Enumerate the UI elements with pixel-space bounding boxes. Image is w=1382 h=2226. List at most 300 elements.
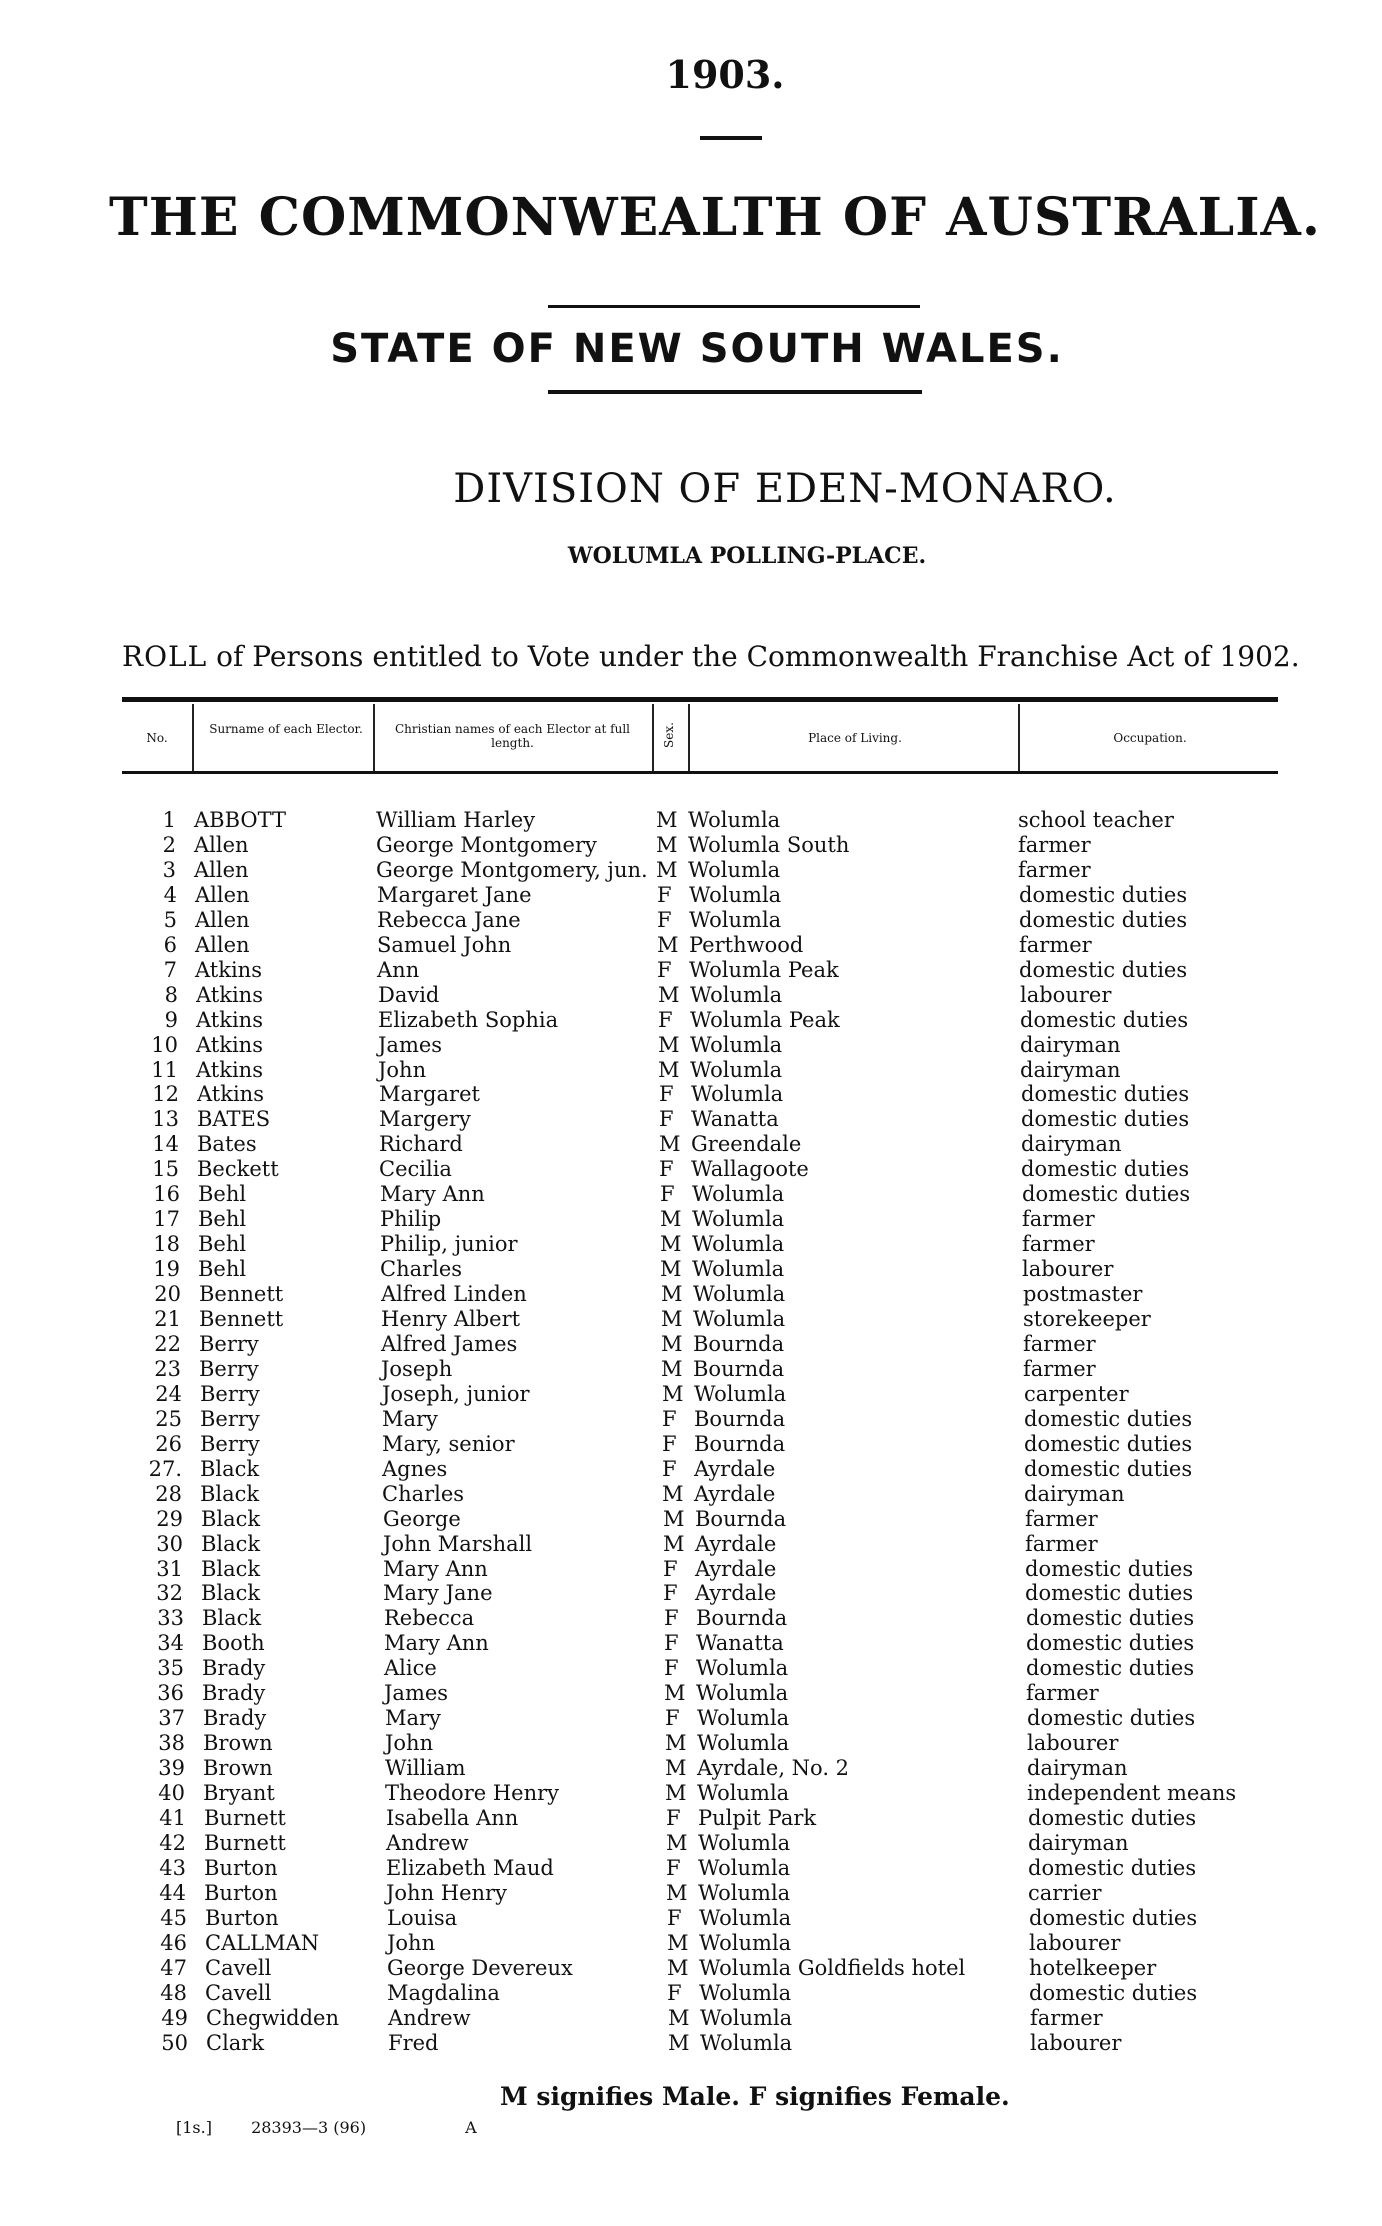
- elector-christian-names: Mary Ann: [380, 1182, 485, 1207]
- elector-number: 21: [154, 1307, 181, 1331]
- column-divider: [1018, 704, 1020, 771]
- elector-occupation: postmaster: [1023, 1282, 1143, 1307]
- elector-sex: F: [667, 1905, 682, 1930]
- table-header-rule: [122, 771, 1278, 774]
- elector-surname: Atkins: [196, 982, 263, 1007]
- elector-occupation: dairyman: [1020, 1057, 1121, 1082]
- elector-surname: Beckett: [197, 1157, 279, 1182]
- header-christian-names: Christian names of each Elector at full length.: [395, 722, 630, 750]
- elector-christian-names: Charles: [382, 1481, 465, 1506]
- elector-christian-names: Mary Ann: [383, 1556, 488, 1581]
- elector-place-of-living: Wolumla: [693, 1282, 786, 1307]
- printer-imprint: [176, 2118, 511, 2137]
- elector-sex: M: [666, 1830, 688, 1855]
- elector-place-of-living: Bournda: [695, 1506, 787, 1531]
- elector-sex: F: [660, 1182, 675, 1207]
- elector-place-of-living: Wolumla: [690, 982, 783, 1007]
- elector-christian-names: Louisa: [387, 1905, 458, 1930]
- elector-place-of-living: Wolumla: [699, 1905, 792, 1930]
- elector-number: 14: [152, 1132, 179, 1157]
- elector-christian-names: Mary: [385, 1706, 441, 1731]
- year-heading: 1903.: [665, 52, 785, 97]
- elector-surname: Allen: [195, 882, 250, 907]
- divider-rule: [700, 136, 762, 140]
- elector-surname: ABBOTT: [194, 808, 287, 832]
- elector-occupation: farmer: [1019, 932, 1092, 957]
- elector-surname: Berry: [200, 1381, 260, 1406]
- elector-christian-names: James: [384, 1681, 449, 1706]
- elector-sex: M: [656, 832, 678, 857]
- elector-occupation: farmer: [1022, 1207, 1095, 1232]
- elector-sex: M: [668, 2030, 690, 2055]
- elector-sex: M: [663, 1531, 685, 1556]
- elector-place-of-living: Bournda: [693, 1356, 785, 1381]
- elector-christian-names: Mary Jane: [383, 1581, 493, 1606]
- elector-number: 49: [161, 2005, 188, 2030]
- elector-sex: F: [659, 1157, 674, 1182]
- elector-christian-names: Andrew: [386, 1830, 469, 1855]
- print-code: 28393—3 (96): [251, 2118, 367, 2137]
- elector-sex: M: [659, 1132, 681, 1157]
- elector-occupation: domestic duties: [1020, 1007, 1189, 1032]
- elector-occupation: domestic duties: [1024, 1406, 1193, 1431]
- elector-surname: Behl: [198, 1182, 247, 1207]
- elector-number: 19: [153, 1257, 180, 1282]
- elector-christian-names: Joseph: [381, 1356, 453, 1381]
- elector-place-of-living: Ayrdale: [695, 1531, 777, 1556]
- elector-sex: F: [658, 1007, 673, 1032]
- elector-number: 22: [154, 1331, 181, 1356]
- elector-sex: M: [663, 1506, 685, 1531]
- elector-place-of-living: Wolumla Peak: [689, 957, 839, 982]
- elector-sex: F: [662, 1431, 677, 1456]
- elector-sex: M: [665, 1731, 687, 1756]
- elector-surname: Brown: [203, 1756, 273, 1781]
- elector-christian-names: John: [378, 1057, 427, 1082]
- elector-number: 36: [157, 1681, 184, 1706]
- elector-occupation: farmer: [1022, 1232, 1095, 1257]
- elector-christian-names: Theodore Henry: [385, 1781, 559, 1806]
- elector-number: 29: [156, 1506, 183, 1531]
- elector-number: 20: [154, 1282, 181, 1307]
- elector-sex: F: [659, 1082, 674, 1107]
- elector-number: 48: [160, 1980, 187, 2005]
- elector-sex: M: [664, 1681, 686, 1706]
- elector-sex: M: [660, 1232, 682, 1257]
- elector-sex: F: [662, 1406, 677, 1431]
- elector-place-of-living: Wolumla: [697, 1781, 790, 1806]
- elector-christian-names: Mary: [382, 1406, 438, 1431]
- elector-number: 8: [164, 982, 178, 1007]
- elector-christian-names: George: [383, 1506, 461, 1531]
- elector-place-of-living: Wolumla: [692, 1207, 785, 1232]
- elector-number: 26: [155, 1431, 182, 1456]
- elector-number: 38: [158, 1731, 185, 1756]
- elector-occupation: farmer: [1018, 832, 1091, 857]
- elector-sex: M: [661, 1307, 683, 1331]
- elector-occupation: domestic duties: [1021, 1082, 1190, 1107]
- elector-christian-names: Alfred Linden: [381, 1282, 527, 1307]
- elector-christian-names: John: [385, 1731, 434, 1756]
- elector-number: 10: [151, 1032, 178, 1057]
- elector-christian-names: Cecilia: [379, 1157, 452, 1182]
- elector-surname: Atkins: [197, 1082, 264, 1107]
- header-sex: Sex.: [661, 722, 676, 748]
- elector-occupation: independent means: [1027, 1781, 1237, 1806]
- elector-christian-names: John Marshall: [383, 1531, 533, 1556]
- elector-occupation: carpenter: [1024, 1381, 1129, 1406]
- elector-number: 5: [163, 907, 177, 932]
- sheet-letter: A: [465, 2118, 477, 2137]
- elector-number: 47: [160, 1955, 187, 1980]
- elector-occupation: farmer: [1023, 1331, 1096, 1356]
- elector-sex: M: [662, 1481, 684, 1506]
- table-top-rule: [122, 697, 1278, 702]
- elector-place-of-living: Wolumla: [693, 1307, 786, 1331]
- elector-place-of-living: Wanatta: [696, 1631, 784, 1656]
- elector-number: 44: [159, 1880, 186, 1905]
- elector-occupation: domestic duties: [1029, 1905, 1198, 1930]
- elector-surname: Burnett: [204, 1806, 286, 1830]
- elector-surname: Clark: [206, 2030, 265, 2055]
- elector-christian-names: Agnes: [382, 1456, 448, 1481]
- elector-number: 45: [160, 1905, 187, 1930]
- elector-place-of-living: Wolumla: [699, 1930, 792, 1955]
- elector-place-of-living: Wolumla: [690, 1057, 783, 1082]
- elector-surname: Cavell: [205, 1955, 272, 1980]
- elector-surname: Black: [200, 1481, 260, 1506]
- elector-occupation: farmer: [1023, 1356, 1096, 1381]
- elector-sex: F: [666, 1855, 681, 1880]
- elector-surname: Black: [200, 1456, 260, 1481]
- elector-christian-names: David: [378, 982, 440, 1007]
- elector-place-of-living: Perthwood: [689, 932, 804, 957]
- elector-sex: F: [657, 907, 672, 932]
- elector-surname: Chegwidden: [206, 2005, 339, 2030]
- elector-surname: Black: [201, 1506, 261, 1531]
- elector-surname: Berry: [199, 1356, 259, 1381]
- elector-place-of-living: Wolumla: [700, 2005, 793, 2030]
- elector-sex: M: [660, 1207, 682, 1232]
- elector-christian-names: Isabella Ann: [386, 1806, 519, 1830]
- elector-surname: Brady: [202, 1681, 266, 1706]
- elector-occupation: domestic duties: [1021, 1157, 1190, 1182]
- elector-occupation: dairyman: [1020, 1032, 1121, 1057]
- elector-sex: M: [658, 1032, 680, 1057]
- elector-place-of-living: Ayrdale: [695, 1581, 777, 1606]
- elector-christian-names: Joseph, junior: [382, 1381, 530, 1406]
- elector-occupation: farmer: [1025, 1531, 1098, 1556]
- elector-sex: M: [661, 1282, 683, 1307]
- elector-christian-names: William Harley: [376, 808, 536, 832]
- elector-surname: Berry: [200, 1406, 260, 1431]
- elector-place-of-living: Pulpit Park: [698, 1806, 817, 1830]
- elector-sex: M: [658, 982, 680, 1007]
- elector-place-of-living: Ayrdale: [695, 1556, 777, 1581]
- elector-place-of-living: Wolumla: [697, 1706, 790, 1731]
- elector-surname: Bryant: [203, 1781, 275, 1806]
- elector-occupation: domestic duties: [1025, 1556, 1194, 1581]
- elector-christian-names: Elizabeth Maud: [386, 1855, 554, 1880]
- elector-christian-names: Margaret Jane: [377, 882, 532, 907]
- elector-occupation: farmer: [1026, 1681, 1099, 1706]
- elector-christian-names: Samuel John: [377, 932, 512, 957]
- elector-occupation: domestic duties: [1028, 1806, 1197, 1830]
- header-no: No.: [146, 731, 168, 745]
- elector-place-of-living: Wolumla: [698, 1880, 791, 1905]
- roll-description-text: of Persons entitled to Vote under the Commonwealth Franchise Act of 1902.: [216, 640, 1300, 673]
- elector-number: 11: [151, 1057, 178, 1082]
- elector-surname: Brady: [203, 1706, 267, 1731]
- elector-place-of-living: Wolumla: [688, 857, 781, 882]
- elector-number: 39: [158, 1756, 185, 1781]
- elector-place-of-living: Wolumla: [690, 1032, 783, 1057]
- elector-occupation: domestic duties: [1019, 957, 1188, 982]
- elector-christian-names: Margery: [379, 1107, 471, 1132]
- elector-sex: M: [662, 1381, 684, 1406]
- elector-occupation: domestic duties: [1028, 1855, 1197, 1880]
- elector-occupation: domestic duties: [1019, 907, 1188, 932]
- elector-number: 4: [163, 882, 177, 907]
- elector-sex: M: [667, 1955, 689, 1980]
- elector-number: 46: [160, 1930, 187, 1955]
- elector-christian-names: Elizabeth Sophia: [378, 1007, 559, 1032]
- elector-surname: Behl: [198, 1207, 247, 1232]
- elector-sex: M: [665, 1756, 687, 1781]
- elector-number: 31: [156, 1556, 183, 1581]
- elector-surname: Burnett: [204, 1830, 286, 1855]
- elector-surname: Brady: [202, 1656, 266, 1681]
- elector-surname: Behl: [198, 1232, 247, 1257]
- elector-christian-names: Rebecca Jane: [377, 907, 521, 932]
- elector-sex: F: [663, 1581, 678, 1606]
- elector-christian-names: Magdalina: [387, 1980, 500, 2005]
- elector-occupation: dairyman: [1024, 1481, 1125, 1506]
- elector-surname: Burton: [204, 1880, 278, 1905]
- elector-number: 15: [152, 1157, 179, 1182]
- elector-place-of-living: Bournda: [693, 1331, 785, 1356]
- elector-surname: Burton: [205, 1905, 279, 1930]
- elector-place-of-living: Wolumla: [698, 1830, 791, 1855]
- elector-surname: Atkins: [196, 1032, 263, 1057]
- elector-place-of-living: Wolumla: [688, 808, 781, 832]
- elector-surname: Black: [202, 1606, 262, 1631]
- elector-sex: F: [663, 1556, 678, 1581]
- elector-place-of-living: Wolumla: [696, 1656, 789, 1681]
- elector-surname: Bennett: [199, 1282, 284, 1307]
- elector-place-of-living: Wolumla: [692, 1182, 785, 1207]
- elector-place-of-living: Wolumla: [691, 1082, 784, 1107]
- elector-christian-names: George Devereux: [387, 1955, 573, 1980]
- elector-christian-names: Philip, junior: [380, 1232, 518, 1257]
- elector-place-of-living: Bournda: [694, 1431, 786, 1456]
- sex-legend: M signifies Male. F signifies Female.: [500, 2082, 1010, 2111]
- elector-christian-names: Andrew: [388, 2005, 471, 2030]
- elector-number: 40: [158, 1781, 185, 1806]
- elector-sex: M: [658, 1057, 680, 1082]
- elector-place-of-living: Wolumla: [698, 1855, 791, 1880]
- elector-occupation: domestic duties: [1024, 1456, 1193, 1481]
- commonwealth-title: THE COMMONWEALTH OF AUSTRALIA.: [109, 187, 1321, 248]
- elector-place-of-living: Wolumla: [694, 1381, 787, 1406]
- elector-surname: Allen: [195, 932, 250, 957]
- elector-surname: Black: [201, 1531, 261, 1556]
- elector-surname: Behl: [198, 1257, 247, 1282]
- elector-place-of-living: Ayrdale, No. 2: [697, 1756, 850, 1781]
- elector-surname: Allen: [195, 907, 250, 932]
- elector-occupation: school teacher: [1018, 808, 1174, 832]
- elector-place-of-living: Wolumla: [699, 1980, 792, 2005]
- elector-occupation: domestic duties: [1025, 1581, 1194, 1606]
- elector-christian-names: Rebecca: [384, 1606, 475, 1631]
- elector-occupation: domestic duties: [1027, 1706, 1196, 1731]
- state-title: STATE OF NEW SOUTH WALES.: [330, 326, 1064, 372]
- elector-surname: Allen: [194, 857, 249, 882]
- header-surname: Surname of each Elector.: [209, 722, 363, 736]
- elector-occupation: dairyman: [1027, 1756, 1128, 1781]
- elector-number: 27.: [148, 1456, 182, 1481]
- elector-surname: Black: [201, 1556, 261, 1581]
- elector-sex: F: [664, 1656, 679, 1681]
- elector-christian-names: William: [385, 1756, 466, 1781]
- elector-occupation: labourer: [1030, 2030, 1122, 2055]
- elector-occupation: farmer: [1030, 2005, 1103, 2030]
- elector-place-of-living: Wolumla: [700, 2030, 793, 2055]
- elector-christian-names: Alfred James: [381, 1331, 518, 1356]
- elector-christian-names: Mary, senior: [382, 1431, 515, 1456]
- elector-place-of-living: Wolumla: [697, 1731, 790, 1756]
- elector-surname: CALLMAN: [205, 1930, 320, 1955]
- elector-sex: F: [665, 1706, 680, 1731]
- elector-occupation: dairyman: [1028, 1830, 1129, 1855]
- elector-place-of-living: Greendale: [691, 1132, 802, 1157]
- elector-number: 32: [156, 1581, 183, 1606]
- elector-sex: F: [657, 957, 672, 982]
- elector-occupation: labourer: [1022, 1257, 1114, 1282]
- elector-surname: Berry: [200, 1431, 260, 1456]
- elector-christian-names: Henry Albert: [381, 1307, 521, 1331]
- elector-place-of-living: Wolumla Goldfields hotel: [699, 1955, 966, 1980]
- elector-number: 17: [153, 1207, 180, 1232]
- elector-sex: F: [657, 882, 672, 907]
- elector-occupation: domestic duties: [1021, 1107, 1190, 1132]
- elector-surname: BATES: [197, 1107, 271, 1132]
- elector-surname: Atkins: [196, 1007, 263, 1032]
- elector-number: 37: [158, 1706, 185, 1731]
- elector-number: 6: [163, 932, 177, 957]
- elector-sex: M: [661, 1331, 683, 1356]
- elector-place-of-living: Ayrdale: [694, 1456, 776, 1481]
- elector-occupation: domestic duties: [1022, 1182, 1191, 1207]
- elector-number: 28: [155, 1481, 182, 1506]
- elector-number: 9: [164, 1007, 178, 1032]
- elector-place-of-living: Wolumla: [696, 1681, 789, 1706]
- elector-occupation: domestic duties: [1026, 1606, 1195, 1631]
- elector-number: 30: [156, 1531, 183, 1556]
- elector-place-of-living: Wolumla Peak: [690, 1007, 840, 1032]
- elector-number: 3: [162, 857, 176, 882]
- elector-christian-names: Ann: [377, 957, 420, 982]
- elector-surname: Cavell: [205, 1980, 272, 2005]
- elector-sex: M: [668, 2005, 690, 2030]
- elector-place-of-living: Wolumla: [692, 1232, 785, 1257]
- division-title: DIVISION OF EDEN-MONARO.: [453, 466, 1117, 512]
- elector-sex: M: [661, 1356, 683, 1381]
- elector-sex: M: [656, 808, 678, 832]
- elector-place-of-living: Wolumla South: [688, 832, 850, 857]
- column-divider: [688, 704, 690, 771]
- elector-christian-names: Fred: [388, 2030, 439, 2055]
- elector-surname: Atkins: [196, 1057, 263, 1082]
- elector-sex: M: [656, 857, 678, 882]
- elector-number: 42: [159, 1830, 186, 1855]
- elector-surname: Allen: [194, 832, 249, 857]
- column-divider: [192, 704, 194, 771]
- elector-sex: M: [666, 1880, 688, 1905]
- header-place-of-living: Place of Living.: [808, 731, 902, 745]
- elector-occupation: domestic duties: [1026, 1656, 1195, 1681]
- elector-christian-names: Philip: [380, 1207, 442, 1232]
- elector-number: 50: [161, 2030, 188, 2055]
- elector-place-of-living: Bournda: [696, 1606, 788, 1631]
- elector-number: 7: [163, 957, 177, 982]
- elector-occupation: farmer: [1018, 857, 1091, 882]
- elector-occupation: domestic duties: [1026, 1631, 1195, 1656]
- elector-number: 25: [155, 1406, 182, 1431]
- elector-surname: Black: [201, 1581, 261, 1606]
- elector-number: 13: [152, 1107, 179, 1132]
- elector-place-of-living: Ayrdale: [694, 1481, 776, 1506]
- elector-occupation: hotelkeeper: [1029, 1955, 1157, 1980]
- elector-number: 34: [157, 1631, 184, 1656]
- elector-sex: F: [667, 1980, 682, 2005]
- elector-occupation: carrier: [1028, 1880, 1102, 1905]
- elector-occupation: farmer: [1025, 1506, 1098, 1531]
- price-mark: [1s.]: [176, 2118, 212, 2137]
- elector-number: 33: [157, 1606, 184, 1631]
- elector-place-of-living: Wolumla: [689, 907, 782, 932]
- elector-sex: F: [664, 1606, 679, 1631]
- elector-sex: M: [660, 1257, 682, 1282]
- elector-christian-names: Alice: [384, 1656, 437, 1681]
- polling-place-title: WOLUMLA POLLING-PLACE.: [567, 543, 927, 569]
- elector-number: 12: [152, 1082, 179, 1107]
- elector-occupation: storekeeper: [1023, 1307, 1151, 1331]
- elector-surname: Berry: [199, 1331, 259, 1356]
- elector-place-of-living: Wolumla: [692, 1257, 785, 1282]
- elector-christian-names: George Montgomery, jun.: [376, 857, 648, 882]
- column-divider: [652, 704, 654, 771]
- elector-christian-names: James: [378, 1032, 443, 1057]
- elector-christian-names: John Henry: [386, 1880, 507, 1905]
- elector-surname: Atkins: [195, 957, 262, 982]
- column-divider: [373, 704, 375, 771]
- elector-number: 41: [159, 1806, 186, 1830]
- elector-surname: Burton: [204, 1855, 278, 1880]
- elector-number: 2: [162, 832, 176, 857]
- elector-number: 24: [155, 1381, 182, 1406]
- elector-surname: Bates: [197, 1132, 257, 1157]
- elector-place-of-living: Bournda: [694, 1406, 786, 1431]
- header-occupation: Occupation.: [1113, 731, 1187, 745]
- elector-number: 1: [162, 808, 176, 832]
- elector-sex: F: [666, 1806, 681, 1830]
- elector-sex: F: [662, 1456, 677, 1481]
- elector-sex: F: [664, 1631, 679, 1656]
- elector-place-of-living: Wolumla: [689, 882, 782, 907]
- elector-sex: M: [657, 932, 679, 957]
- elector-number: 43: [159, 1855, 186, 1880]
